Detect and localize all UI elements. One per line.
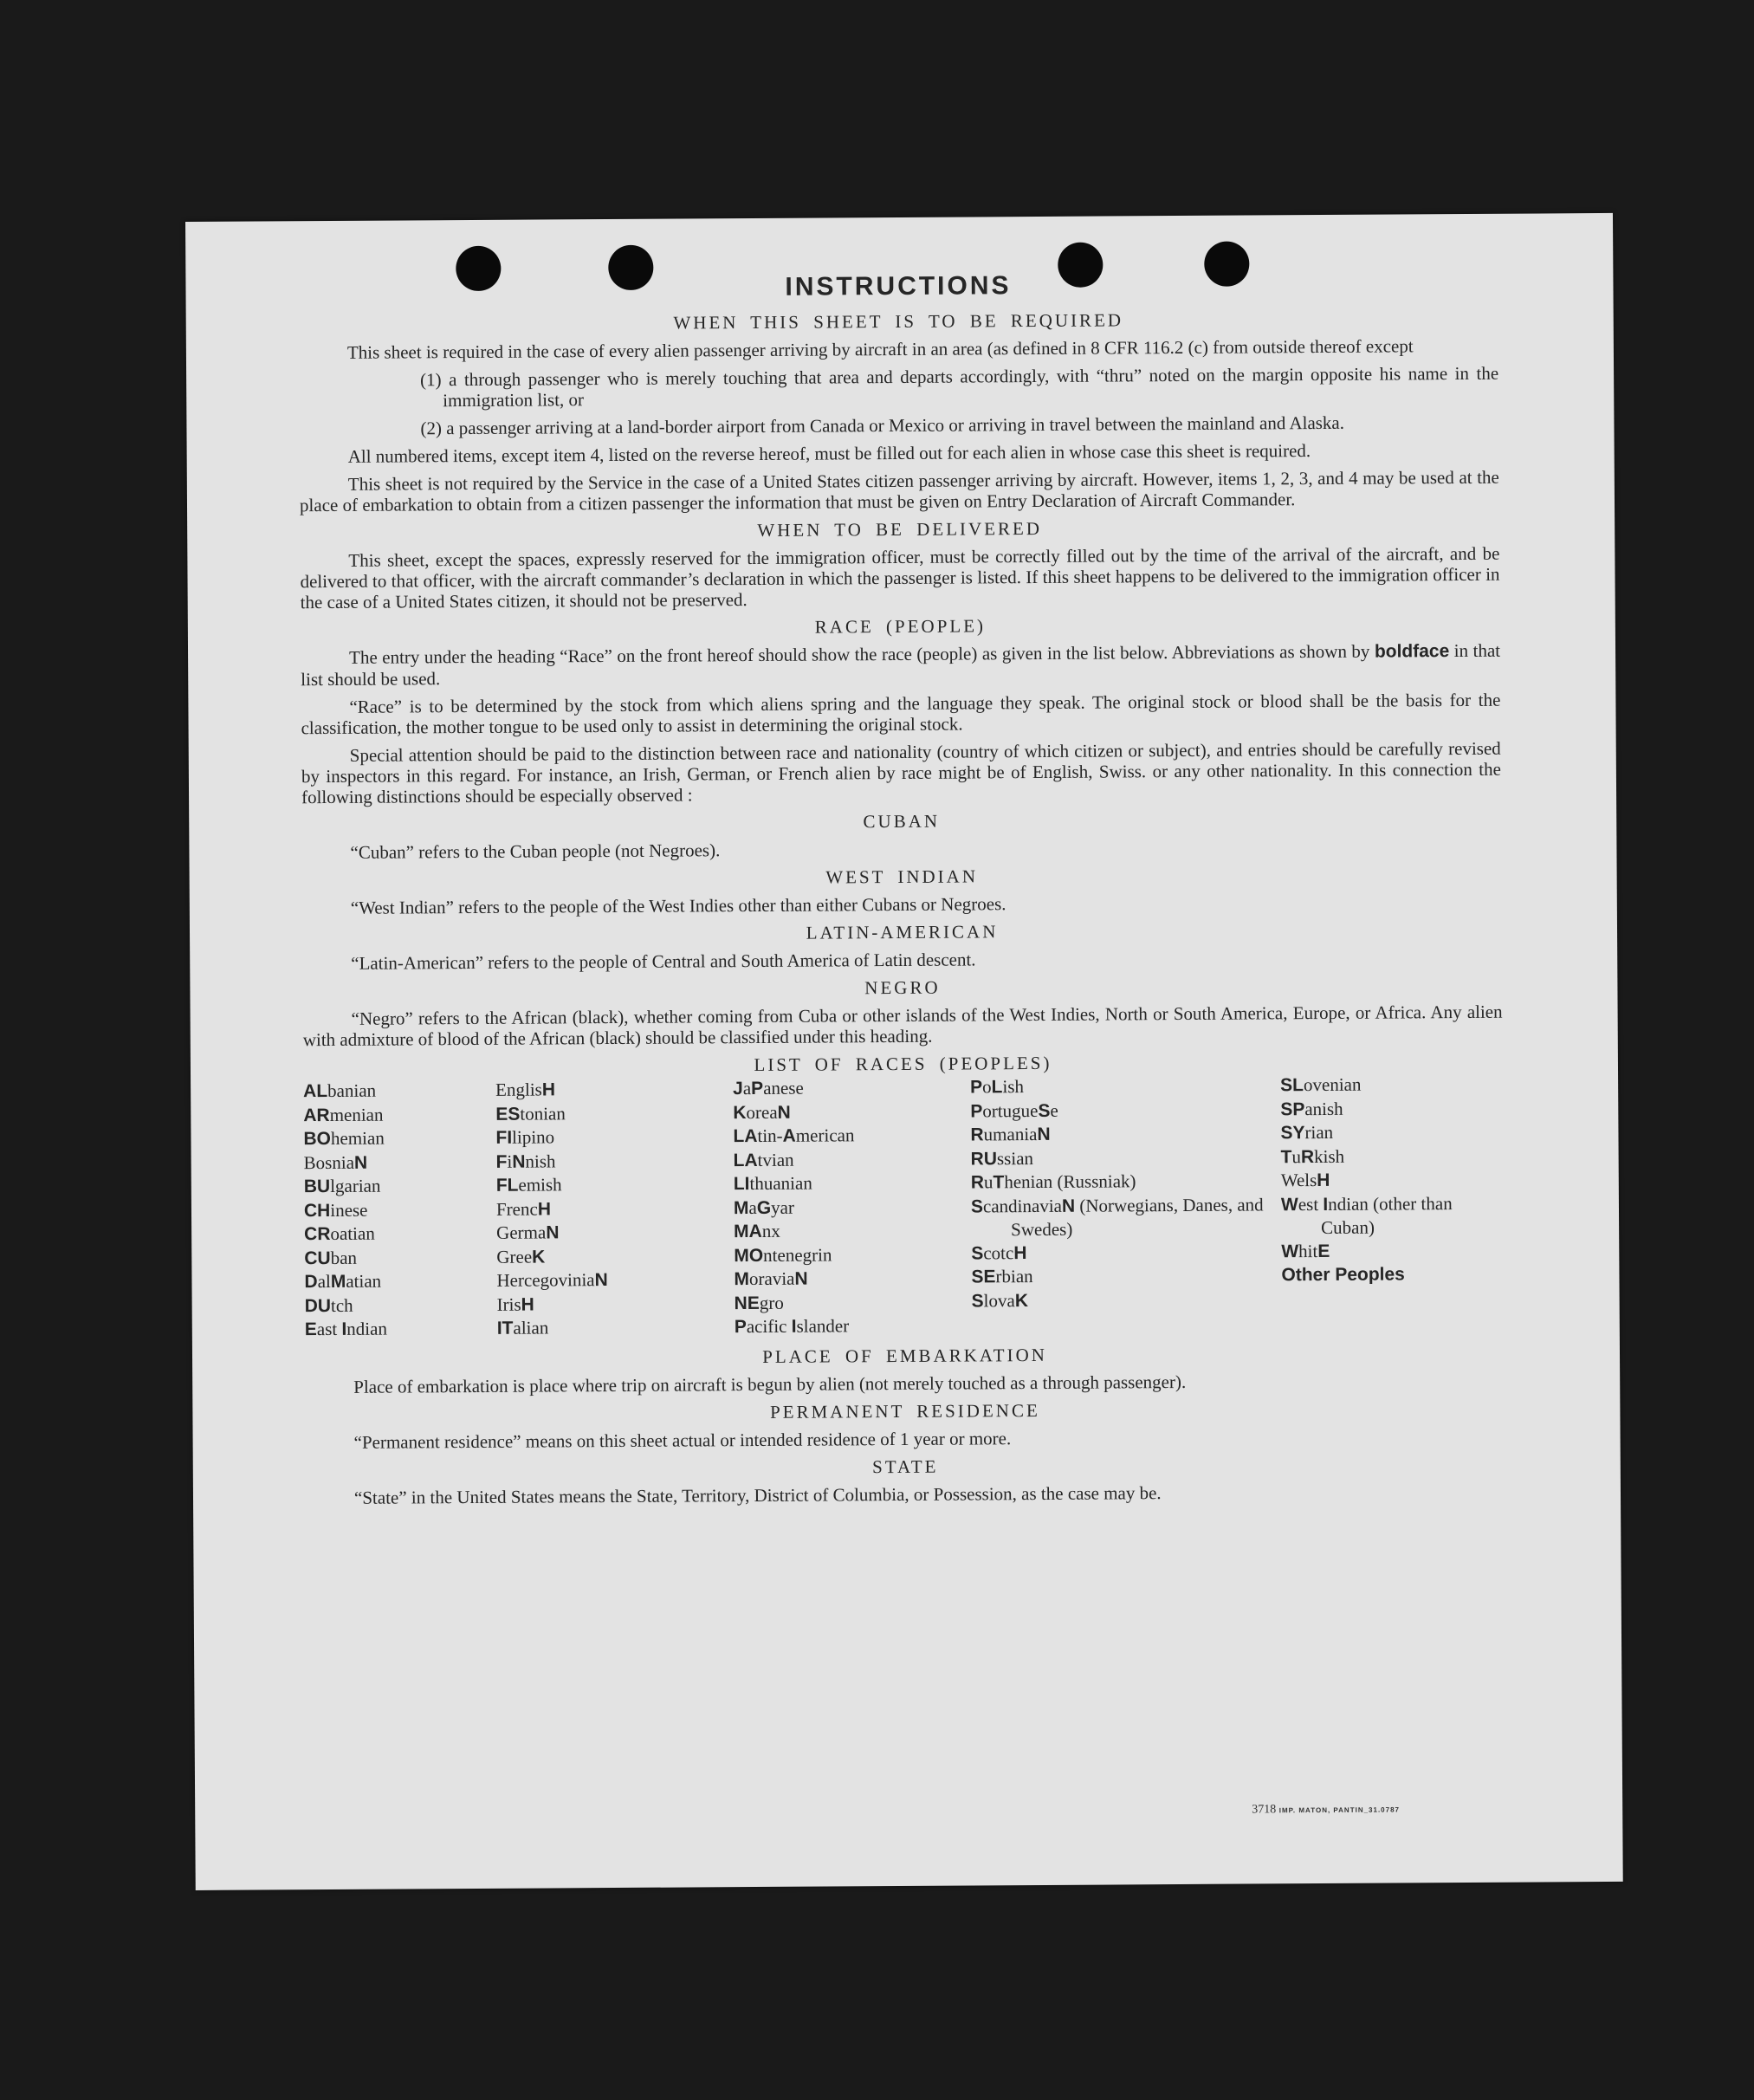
- race-entry: [733, 1123, 970, 1148]
- race-entry: [971, 1145, 1281, 1171]
- form-number: 3718: [1252, 1803, 1277, 1817]
- race-entry: [496, 1267, 734, 1293]
- race-abbrev: P: [734, 1317, 747, 1338]
- paragraph: This sheet is not required by the Service in the case of a United States citizen passenger arriving by aircraft. However, items 1, 2, 3, and 4 may be used at the place of embarkation to obtain from a citizen passenger the information that must be given on Entry Declaration of Aircraft Commander.: [299, 466, 1499, 516]
- race-abbrev: E: [1317, 1241, 1330, 1261]
- race-abbrev: H: [537, 1198, 552, 1220]
- race-column: [1280, 1073, 1505, 1336]
- race-abbrev: CU: [304, 1248, 331, 1268]
- race-entry: [972, 1287, 1282, 1313]
- race-entry: [733, 1099, 970, 1125]
- race-abbrev: N: [353, 1152, 368, 1173]
- race-column: [970, 1073, 1282, 1338]
- race-column: [303, 1079, 497, 1342]
- race-text: inese: [330, 1199, 368, 1221]
- race-entry: [1281, 1168, 1504, 1193]
- section-heading-list-of-races: LIST OF RACES (PEOPLES): [754, 1052, 1052, 1076]
- race-abbrev: S: [971, 1242, 984, 1263]
- race-entry: [305, 1317, 497, 1342]
- paragraph: “Negro” refers to the African (black), whether coming from Cuba or other islands of the West Indies, North or South America, Europe, or Africa. Any alien with admixture of blood of the African (black) should be classified under this heading.: [302, 1001, 1503, 1051]
- race-abbrev: IT: [496, 1318, 514, 1338]
- race-abbrev: I: [1323, 1194, 1329, 1215]
- race-text: menian: [329, 1104, 384, 1125]
- race-abbrev: H: [1317, 1170, 1330, 1191]
- race-abbrev: N: [794, 1268, 808, 1289]
- race-text: Germa: [496, 1222, 547, 1243]
- race-entry: [734, 1170, 971, 1196]
- race-text: emish: [518, 1174, 562, 1196]
- boldface-word: boldface: [1374, 641, 1450, 662]
- paragraph: “Cuban” refers to the Cuban people (not Negroes).: [350, 839, 721, 863]
- race-text: Englis: [495, 1079, 542, 1100]
- race-entry: [970, 1073, 1280, 1099]
- race-entry: [303, 1126, 495, 1151]
- race-entry: [733, 1075, 970, 1100]
- race-text: ban: [330, 1247, 358, 1268]
- race-abbrev: P: [970, 1077, 983, 1098]
- race-abbrev: T: [993, 1172, 1005, 1193]
- race-text: Iris: [496, 1293, 521, 1315]
- race-text: rian: [1304, 1121, 1334, 1144]
- race-text: henian (Russniak): [1004, 1170, 1136, 1193]
- race-abbrev: N: [512, 1151, 526, 1172]
- race-abbrev: K: [1014, 1290, 1029, 1311]
- race-abbrev: A: [782, 1125, 796, 1146]
- text-span: in that list should be used.: [301, 639, 1501, 690]
- race-abbrev: S: [971, 1290, 984, 1311]
- race-entry: [734, 1218, 971, 1243]
- race-entry: [497, 1315, 735, 1340]
- paragraph: Special attention should be paid to the distinction between race and nationality (country of which citizen or subject), and entries should be carefully revised by inspectors in this regard. For instance, an Irish, German, or French alien by race might be of English, Swiss. or any other nationality. In this connection the following distinctions should be especially observed :: [301, 737, 1501, 808]
- race-entry: [971, 1169, 1281, 1195]
- section-heading-when-delivered: WHEN TO BE DELIVERED: [757, 517, 1043, 541]
- race-text: a: [748, 1196, 757, 1218]
- race-abbrev: H: [1013, 1242, 1027, 1263]
- paragraph: [301, 640, 1500, 690]
- race-abbrev: S: [970, 1196, 984, 1216]
- race-abbrev: I: [791, 1316, 797, 1337]
- race-entry: [303, 1079, 495, 1104]
- paragraph: “Race” is to be determined by the stock from which aliens spring and the language they speak. The original stock or blood shall be the basis for the classification, the mother tongue to be used only to assist in determining the original stock.: [301, 689, 1501, 739]
- race-text: atian: [346, 1270, 382, 1292]
- race-abbrev: N: [546, 1222, 560, 1243]
- race-entry: [495, 1101, 733, 1126]
- race-abbrev: P: [751, 1078, 764, 1099]
- race-text: umania: [983, 1124, 1038, 1145]
- race-entry: [1280, 1096, 1503, 1121]
- race-text: u: [983, 1171, 994, 1193]
- race-abbrev: RU: [970, 1148, 998, 1169]
- race-abbrev: W: [1281, 1241, 1299, 1261]
- race-text: candinavia: [982, 1195, 1062, 1216]
- race-abbrev: FL: [495, 1175, 519, 1196]
- race-text: a: [742, 1078, 752, 1099]
- race-abbrev: R: [1300, 1146, 1315, 1167]
- race-abbrev: J: [733, 1079, 743, 1099]
- race-abbrev: SE: [971, 1267, 996, 1287]
- instruction-sheet: [185, 213, 1623, 1890]
- race-abbrev: AR: [303, 1105, 330, 1125]
- section-heading-negro: NEGRO: [864, 976, 941, 999]
- text-span: The entry under the heading “Race” on the front hereof should show the race (people) as given in the list below. Abbreviations as shown by: [349, 640, 1370, 668]
- race-entry: [734, 1195, 971, 1220]
- race-text: Frenc: [495, 1198, 538, 1220]
- race-abbrev: K: [532, 1246, 546, 1267]
- printer-name: IMP. MATON, PANTIN_31.0787: [1278, 1805, 1400, 1815]
- race-text: anese: [763, 1077, 804, 1099]
- race-column: [733, 1075, 972, 1338]
- paragraph: All numbered items, except item 4, listed on the reverse hereof, must be filled out for each alien in whose case this sheet is required.: [347, 440, 1311, 467]
- race-abbrev: L: [991, 1077, 1003, 1098]
- race-text: ssian: [996, 1147, 1034, 1169]
- section-heading-latin-american: LATIN-AMERICAN: [806, 921, 999, 943]
- race-abbrev: BU: [303, 1176, 331, 1197]
- race-text: ovenian: [1303, 1073, 1362, 1096]
- race-text: nish: [525, 1150, 556, 1172]
- race-text: cotc: [983, 1241, 1014, 1263]
- exception-item: (2) a passenger arriving at a land-border airport from Canada or Mexico or arriving in travel between the mainland and Alaska.: [420, 412, 1345, 439]
- race-text: anish: [1304, 1098, 1343, 1119]
- race-text: ndian: [346, 1318, 387, 1339]
- paragraph: This sheet, except the spaces, expressly reserved for the immigration officer, must be correctly filled out by the time of the arrival of the aircraft, and be delivered to that officer, with the aircraft commander’s declaration in which the passenger is listed. If this sheet happens to be delivered to the immigration officer in the case of a United States citizen, it should not be preserved.: [300, 542, 1500, 613]
- section-heading-cuban: CUBAN: [863, 810, 941, 833]
- page-title: INSTRUCTIONS: [785, 271, 1012, 301]
- race-text: Hercegovinia: [496, 1269, 595, 1291]
- section-heading-when-required: WHEN THIS SHEET IS TO BE REQUIRED: [673, 309, 1124, 334]
- race-abbrev: H: [521, 1294, 534, 1315]
- race-abbrev: P: [970, 1100, 983, 1121]
- race-text: e: [1050, 1099, 1058, 1121]
- paragraph: “State” in the United States means the State, Territory, District of Columbia, or Possession, as the case may be.: [353, 1481, 1162, 1508]
- race-text: ish: [1002, 1076, 1025, 1098]
- printer-imprint: [1252, 1802, 1400, 1817]
- race-entry: [304, 1245, 496, 1270]
- race-abbrev: F: [495, 1151, 508, 1172]
- race-abbrev: CR: [304, 1223, 331, 1245]
- race-entry: [496, 1149, 734, 1174]
- race-abbrev: SL: [1280, 1075, 1304, 1096]
- paragraph: “Permanent residence” means on this sheet actual or intended residence of 1 year or more.: [353, 1427, 1012, 1453]
- race-abbrev: M: [733, 1197, 749, 1218]
- exception-item: (1) a through passenger who is merely touching that area and departs accordingly, with “thru” noted on the margin opposite his name in the immigration list, or: [420, 362, 1499, 412]
- race-abbrev: T: [1280, 1146, 1292, 1167]
- race-text: kish: [1314, 1145, 1345, 1167]
- race-abbrev: S: [1038, 1100, 1051, 1121]
- paragraph: This sheet is required in the case of every alien passenger arriving by aircraft in an area (as defined in 8 CFR 116.2 (c) from outside thereof except: [346, 335, 1414, 363]
- section-heading-west-indian: WEST INDIAN: [825, 865, 979, 888]
- race-text: tin-: [757, 1125, 783, 1146]
- race-abbrev: BO: [303, 1128, 332, 1150]
- race-text: u: [1291, 1145, 1302, 1167]
- race-entry: [495, 1077, 733, 1102]
- race-text: o: [982, 1076, 992, 1098]
- race-entry: [1281, 1238, 1504, 1263]
- race-text: slander: [796, 1315, 850, 1337]
- race-entry: [303, 1102, 495, 1127]
- race-text: alian: [513, 1317, 549, 1338]
- race-text: ast: [316, 1318, 342, 1340]
- race-abbrev: I: [341, 1319, 347, 1339]
- race-abbrev: SP: [1280, 1099, 1305, 1119]
- race-abbrev: MO: [734, 1245, 764, 1266]
- race-text: oatian: [330, 1222, 375, 1244]
- race-text: Gree: [496, 1246, 533, 1267]
- section-heading-race: RACE (PEOPLE): [814, 615, 987, 638]
- race-entry: [496, 1244, 734, 1269]
- race-abbrev: ES: [495, 1104, 521, 1125]
- race-abbrev: W: [1280, 1194, 1298, 1215]
- race-text: lipino: [512, 1126, 555, 1148]
- race-entry: [304, 1269, 496, 1294]
- sheet-content: [298, 268, 1505, 1515]
- race-entry: [734, 1242, 971, 1267]
- race-text: Wels: [1280, 1170, 1317, 1191]
- race-entry: [1280, 1120, 1503, 1145]
- race-abbrev: M: [734, 1269, 750, 1290]
- race-text: orea: [746, 1101, 778, 1123]
- race-entry: [971, 1263, 1281, 1289]
- race-abbrev: AL: [303, 1081, 328, 1102]
- race-text: oravia: [748, 1267, 795, 1290]
- race-abbrev: N: [1037, 1124, 1051, 1145]
- race-text: hit: [1298, 1240, 1318, 1261]
- race-abbrev: N: [777, 1102, 791, 1123]
- race-entry: [735, 1290, 972, 1315]
- race-text: hemian: [330, 1127, 385, 1149]
- race-text: Bosnia: [303, 1151, 355, 1173]
- race-text: tvian: [757, 1149, 794, 1170]
- race-entry: [1281, 1144, 1504, 1169]
- race-entry: [304, 1222, 496, 1247]
- race-text: ntenegrin: [763, 1243, 832, 1266]
- race-text: nx: [761, 1220, 780, 1241]
- race-text: banian: [327, 1079, 377, 1102]
- race-text: yar: [771, 1196, 795, 1218]
- race-text: lova: [983, 1289, 1015, 1311]
- race-entry: [496, 1220, 734, 1245]
- race-abbrev: LA: [733, 1125, 758, 1147]
- race-entry: [305, 1293, 497, 1318]
- race-entry: [304, 1150, 496, 1175]
- race-entry: [496, 1172, 734, 1197]
- race-text: ndian (other than Cuban): [1321, 1192, 1453, 1239]
- race-text: thuanian: [749, 1172, 812, 1195]
- race-abbrev: FI: [495, 1127, 513, 1148]
- race-abbrev: Other Peoples: [1281, 1264, 1405, 1286]
- race-abbrev: DU: [304, 1295, 332, 1316]
- section-heading-permanent-residence: PERMANENT RESIDENCE: [769, 1399, 1040, 1423]
- paragraph: Place of embarkation is place where trip on aircraft is begun by alien (not merely touched as a through passenger).: [353, 1371, 1187, 1397]
- race-entry: [496, 1196, 734, 1222]
- race-abbrev: M: [330, 1271, 346, 1292]
- section-heading-place-of-embarkation: PLACE OF EMBARKATION: [762, 1344, 1047, 1367]
- race-text: rbian: [995, 1266, 1033, 1287]
- race-list: [303, 1073, 1505, 1342]
- race-text: ortugue: [982, 1099, 1039, 1121]
- race-text: merican: [795, 1125, 855, 1146]
- race-text: al: [317, 1270, 331, 1293]
- race-text: gro: [759, 1292, 784, 1313]
- race-abbrev: G: [756, 1197, 772, 1218]
- race-entry: [735, 1313, 972, 1338]
- race-entry: [971, 1193, 1281, 1241]
- race-entry: [1281, 1191, 1504, 1240]
- race-text: tch: [330, 1294, 353, 1316]
- race-abbrev: R: [970, 1172, 985, 1193]
- race-entry: [970, 1121, 1280, 1147]
- race-entry: [734, 1266, 971, 1291]
- race-entry: [495, 1125, 733, 1150]
- race-text: (Norwegians, Danes, and Swedes): [1011, 1193, 1264, 1241]
- race-text: lgarian: [330, 1175, 381, 1196]
- race-abbrev: D: [304, 1272, 318, 1293]
- race-abbrev: SY: [1280, 1123, 1305, 1144]
- race-abbrev: MA: [734, 1221, 762, 1242]
- race-abbrev: N: [594, 1270, 608, 1291]
- race-abbrev: R: [970, 1125, 984, 1145]
- race-abbrev: K: [733, 1102, 747, 1123]
- race-text: acific: [746, 1315, 792, 1338]
- paragraph: “Latin-American” refers to the people of Central and South America of Latin descent.: [351, 949, 976, 974]
- race-entry: [971, 1240, 1281, 1266]
- race-abbrev: N: [1061, 1196, 1076, 1216]
- race-abbrev: NE: [734, 1293, 760, 1313]
- race-abbrev: LA: [733, 1150, 758, 1170]
- race-column: [495, 1077, 735, 1340]
- race-text: est: [1298, 1193, 1324, 1215]
- race-abbrev: LI: [733, 1174, 750, 1195]
- race-abbrev: E: [304, 1319, 317, 1340]
- race-entry: [304, 1174, 496, 1199]
- race-entry: [970, 1098, 1280, 1124]
- race-entry: [304, 1197, 496, 1222]
- race-entry: [1281, 1262, 1504, 1287]
- race-entry: [1280, 1073, 1503, 1098]
- race-entry: [734, 1147, 971, 1172]
- race-abbrev: H: [541, 1079, 556, 1100]
- race-text: tonian: [520, 1102, 566, 1125]
- race-entry: [497, 1292, 735, 1317]
- section-heading-state: STATE: [872, 1455, 939, 1477]
- paragraph: “West Indian” refers to the people of the West Indies other than either Cubans or Negroes.: [350, 893, 1006, 918]
- race-text: i: [507, 1150, 513, 1172]
- race-abbrev: CH: [303, 1200, 331, 1221]
